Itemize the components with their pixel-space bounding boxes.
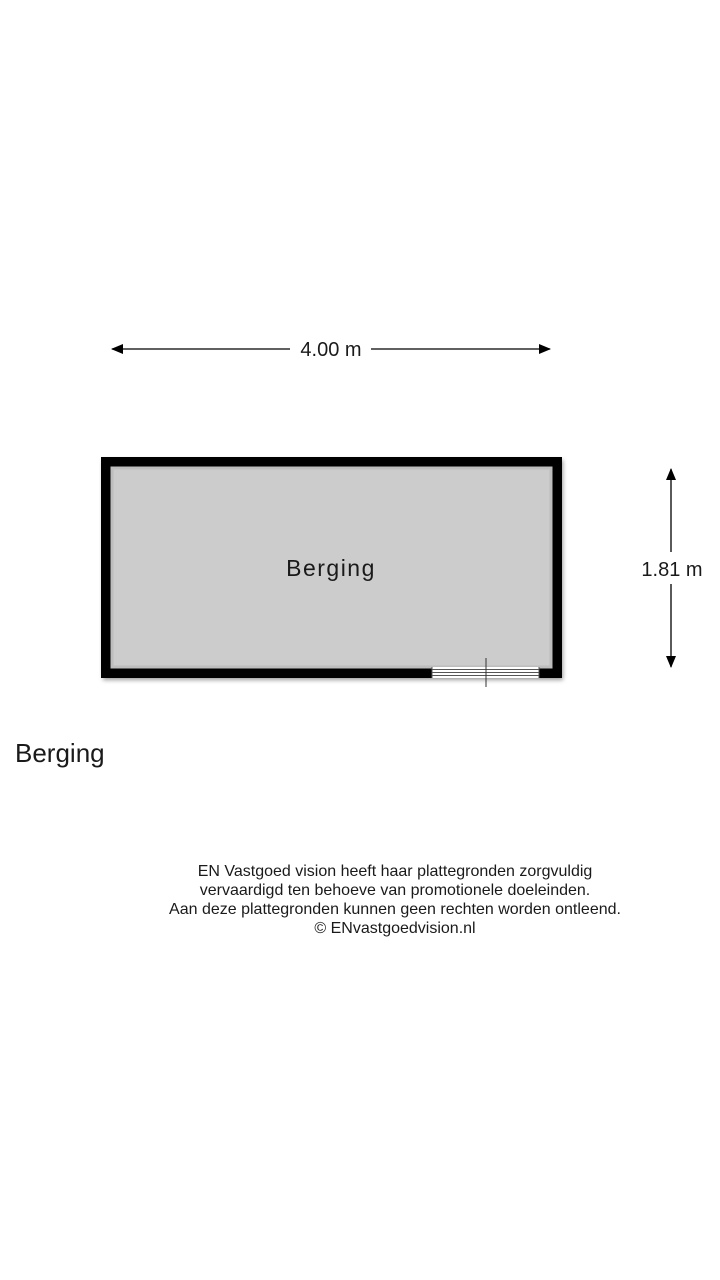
width-dimension xyxy=(112,339,550,361)
height-dimension-label: 1.81 m xyxy=(641,559,703,581)
disclaimer-line: Aan deze plattegronden kunnen geen rechten worden ontleend. xyxy=(169,901,621,918)
room-berging xyxy=(101,457,563,687)
disclaimer-line: EN Vastgoed vision heeft haar plattegronden zorgvuldig xyxy=(197,863,593,880)
height-dimension xyxy=(641,469,702,667)
width-dimension-label: 4.00 m xyxy=(300,339,362,361)
copyright-line: © ENvastgoedvision.nl xyxy=(314,920,476,937)
disclaimer-line: vervaardigd ten behoeve van promotionele doeleinden. xyxy=(199,882,591,899)
plan-title: Berging xyxy=(15,738,105,768)
disclaimer xyxy=(110,862,680,938)
room-label: Berging xyxy=(286,555,376,581)
